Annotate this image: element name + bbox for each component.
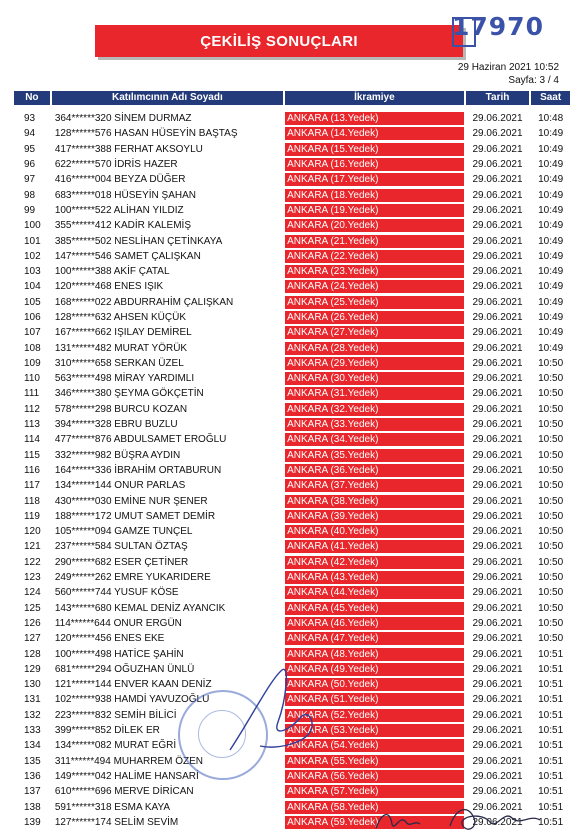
draw-date: 29.06.2021 [472, 725, 523, 737]
row-number: 111 [24, 388, 40, 400]
row-number: 108 [24, 342, 41, 354]
draw-time: 10:50 [538, 541, 564, 553]
draw-date: 29.06.2021 [472, 679, 523, 691]
row-number: 138 [24, 801, 41, 813]
prize-cell: ANKARA (53.Yedek) [285, 724, 464, 737]
draw-time: 10:49 [538, 250, 564, 262]
draw-time: 10:50 [538, 617, 564, 629]
page-indicator: Sayfa: 3 / 4 [508, 75, 559, 86]
row-number: 106 [24, 312, 41, 323]
prize-cell: ANKARA (49.Yedek) [285, 663, 464, 676]
draw-time: 10:49 [538, 189, 564, 201]
prize-cell: ANKARA (52.Yedek) [285, 709, 464, 722]
report-date-time: 29 Haziran 2021 10:52 [457, 62, 559, 73]
draw-time: 10:51 [538, 663, 564, 675]
prize-cell: ANKARA (31.Yedek) [285, 387, 464, 400]
table-row [14, 325, 570, 340]
table-row [14, 340, 570, 355]
row-number: 131 [24, 694, 41, 706]
draw-date: 29.06.2021 [472, 709, 523, 721]
table-row [14, 371, 570, 386]
draw-time: 10:49 [538, 204, 564, 216]
row-number: 115 [24, 449, 40, 461]
title-banner [95, 25, 463, 57]
draw-time: 10:49 [538, 342, 564, 354]
participant-name: 143******680 KEMAL DENİZ AYANCIK [54, 602, 226, 614]
table-row [14, 417, 570, 432]
table-row [14, 157, 570, 172]
row-number: 107 [24, 327, 41, 339]
draw-date: 29.06.2021 [472, 648, 523, 660]
row-number: 117 [24, 480, 40, 492]
row-number: 98 [24, 189, 36, 201]
draw-date: 29.06.2021 [472, 419, 523, 431]
prize-cell: ANKARA (44.Yedek) [285, 586, 464, 599]
draw-time: 10:49 [538, 266, 564, 278]
prize-cell: ANKARA (19.Yedek) [285, 204, 464, 217]
prize-cell: ANKARA (48.Yedek) [285, 648, 464, 661]
column-header-participant: Katılımcının Adı Soyadı [52, 91, 283, 105]
draw-time: 10:49 [538, 296, 564, 308]
draw-date: 29.06.2021 [472, 388, 523, 400]
draw-time: 10:51 [538, 679, 564, 691]
draw-time: 10:50 [538, 449, 564, 461]
prize-cell: ANKARA (57.Yedek) [285, 785, 464, 798]
row-number: 125 [24, 602, 41, 614]
draw-date: 29.06.2021 [472, 281, 523, 293]
column-header-no: No [14, 91, 50, 105]
participant-name: 147******546 SAMET ÇALIŞKAN [54, 250, 201, 262]
table-row [14, 279, 570, 294]
row-number: 100 [24, 220, 41, 232]
participant-name: 417******388 FERHAT AKSOYLU [54, 143, 203, 155]
draw-time: 10:51 [538, 648, 564, 660]
row-number: 134 [24, 740, 41, 752]
draw-time: 10:51 [538, 786, 564, 798]
row-number: 129 [24, 663, 41, 675]
row-number: 132 [24, 709, 41, 721]
participant-name: 563******498 MİRAY YARDIMLI [54, 373, 195, 385]
draw-date: 29.06.2021 [472, 740, 523, 752]
draw-date: 29.06.2021 [472, 266, 523, 278]
participant-name: 430******030 EMİNE NUR ŞENER [54, 495, 208, 507]
table-row [14, 493, 570, 508]
draw-date: 29.06.2021 [472, 159, 523, 171]
row-number: 121 [24, 541, 41, 553]
row-number: 126 [24, 617, 41, 629]
draw-time: 10:50 [538, 510, 564, 522]
draw-date: 29.06.2021 [472, 480, 523, 492]
draw-date: 29.06.2021 [472, 816, 523, 828]
table-row [14, 218, 570, 233]
row-number: 116 [24, 464, 40, 476]
draw-date: 29.06.2021 [472, 250, 523, 262]
row-number: 104 [24, 281, 41, 293]
row-number: 94 [24, 128, 36, 140]
draw-date: 29.06.2021 [472, 357, 523, 369]
participant-name: 167******662 IŞILAY DEMİREL [54, 327, 192, 339]
draw-time: 10:49 [538, 327, 564, 339]
participant-name: 249******262 EMRE YUKARIDERE [54, 572, 211, 584]
draw-time: 10:50 [538, 587, 564, 599]
prize-cell: ANKARA (27.Yedek) [285, 326, 464, 339]
draw-time: 10:50 [538, 388, 564, 400]
prize-cell: ANKARA (43.Yedek) [285, 571, 464, 584]
prize-cell: ANKARA (20.Yedek) [285, 219, 464, 232]
prize-cell: ANKARA (38.Yedek) [285, 495, 464, 508]
table-row [14, 249, 570, 264]
prize-cell: ANKARA (35.Yedek) [285, 449, 464, 462]
draw-date: 29.06.2021 [472, 342, 523, 354]
draw-date: 29.06.2021 [472, 204, 523, 216]
column-header-prize: İkramiye [285, 91, 464, 105]
draw-date: 29.06.2021 [472, 174, 523, 186]
participant-name: 332******982 BÜŞRA AYDIN [54, 449, 181, 461]
participant-name: 100******498 HATİCE ŞAHİN [54, 648, 184, 660]
table-row [14, 448, 570, 463]
prize-cell: ANKARA (13.Yedek) [285, 112, 464, 125]
participant-name: 355******412 KADİR KALEMİŞ [54, 220, 191, 232]
participant-name: 416******004 BEYZA DÜĞER [54, 174, 186, 186]
prize-cell: ANKARA (47.Yedek) [285, 632, 464, 645]
row-number: 109 [24, 357, 41, 369]
prize-cell: ANKARA (32.Yedek) [285, 403, 464, 416]
prize-cell: ANKARA (51.Yedek) [285, 693, 464, 706]
prize-cell: ANKARA (39.Yedek) [285, 510, 464, 523]
prize-cell: ANKARA (41.Yedek) [285, 540, 464, 553]
table-row [14, 570, 570, 585]
table-row [14, 432, 570, 447]
participant-name: 290******682 ESER ÇETİNER [54, 556, 189, 568]
draw-time: 10:48 [538, 113, 564, 125]
participant-name: 105******094 GAMZE TUNÇEL [54, 526, 193, 538]
prize-cell: ANKARA (16.Yedek) [285, 158, 464, 171]
draw-date: 29.06.2021 [472, 189, 523, 201]
row-number: 123 [24, 572, 41, 584]
participant-name: 681******294 OĞUZHAN ÜNLÜ [54, 663, 195, 675]
draw-date: 29.06.2021 [472, 434, 523, 446]
draw-date: 29.06.2021 [472, 617, 523, 629]
participant-name: 364******320 SİNEM DURMAZ [54, 113, 192, 125]
participant-name: 591******318 ESMA KAYA [54, 801, 171, 813]
draw-date: 29.06.2021 [472, 220, 523, 232]
participant-name: 114******644 ONUR ERGÜN [54, 617, 182, 629]
prize-cell: ANKARA (34.Yedek) [285, 433, 464, 446]
participant-name: 131******482 MURAT YÖRÜK [54, 342, 188, 354]
table-row [14, 111, 570, 126]
column-header-time: Saat [531, 91, 570, 105]
draw-date: 29.06.2021 [472, 755, 523, 767]
draw-time: 10:51 [538, 725, 564, 737]
participant-name: 100******388 AKİF ÇATAL [54, 266, 170, 278]
draw-time: 10:50 [538, 556, 564, 568]
prize-cell: ANKARA (18.Yedek) [285, 189, 464, 202]
row-number: 114 [24, 434, 40, 446]
draw-date: 29.06.2021 [472, 296, 523, 308]
draw-date: 29.06.2021 [472, 526, 523, 538]
prize-cell: ANKARA (59.Yedek) [285, 816, 464, 829]
participant-name: 622******570 İDRİS HAZER [54, 159, 178, 171]
draw-time: 10:51 [538, 801, 564, 813]
signature-scribble-lower [370, 800, 550, 837]
prize-cell: ANKARA (45.Yedek) [285, 602, 464, 615]
table-row [14, 769, 570, 784]
row-number: 130 [24, 679, 41, 691]
draw-date: 29.06.2021 [472, 633, 523, 645]
participant-name: 102******938 HAMDİ YAVUZOĞLU [54, 694, 210, 706]
draw-time: 10:49 [538, 220, 564, 232]
participant-name: 121******144 ENVER KAAN DENİZ [54, 679, 212, 691]
participant-name: 127******174 SELİM SEVİM [54, 816, 179, 828]
row-number: 113 [24, 419, 40, 431]
draw-date: 29.06.2021 [472, 572, 523, 584]
row-number: 103 [24, 266, 41, 278]
participant-name: 610******696 MERVE DİRİCAN [54, 786, 194, 798]
table-row [14, 509, 570, 524]
row-number: 127 [24, 633, 41, 645]
prize-cell: ANKARA (46.Yedek) [285, 617, 464, 630]
row-number: 135 [24, 755, 41, 767]
table-row [14, 402, 570, 417]
row-number: 112 [24, 403, 40, 415]
draw-date: 29.06.2021 [472, 113, 523, 125]
row-number: 93 [24, 113, 36, 125]
participant-name: 134******082 MURAT EĞRİ [54, 740, 177, 752]
row-number: 119 [24, 510, 40, 522]
row-number: 95 [24, 143, 36, 155]
participant-name: 100******522 ALİHAN YILDIZ [54, 204, 184, 216]
participant-name: 385******502 NESLİHAN ÇETİNKAYA [54, 235, 223, 247]
draw-date: 29.06.2021 [472, 510, 523, 522]
page-title: ÇEKİLİŞ SONUÇLARI [200, 32, 358, 50]
table-row [14, 203, 570, 218]
participant-name: 399******852 DİLEK ER [54, 725, 160, 737]
table-row [14, 784, 570, 799]
draw-time: 10:50 [538, 357, 564, 369]
draw-time: 10:50 [538, 419, 564, 431]
row-number: 137 [24, 786, 41, 798]
draw-date: 29.06.2021 [472, 403, 523, 415]
row-number: 96 [24, 159, 36, 171]
prize-cell: ANKARA (28.Yedek) [285, 342, 464, 355]
row-number: 110 [24, 373, 40, 385]
draw-time: 10:51 [538, 816, 564, 828]
participant-name: 311******494 MUHARREM ÖZEN [54, 755, 204, 767]
participant-name: 120******468 ENES IŞIK [54, 281, 164, 293]
table-row [14, 616, 570, 631]
prize-cell: ANKARA (24.Yedek) [285, 280, 464, 293]
participant-name: 237******584 SULTAN ÖZTAŞ [54, 541, 188, 553]
draw-date: 29.06.2021 [472, 312, 523, 323]
prize-cell: ANKARA (55.Yedek) [285, 755, 464, 768]
draw-time: 10:51 [538, 755, 564, 767]
prize-cell: ANKARA (22.Yedek) [285, 250, 464, 263]
draw-time: 10:51 [538, 770, 564, 782]
table-row [14, 463, 570, 478]
prize-cell: ANKARA (56.Yedek) [285, 770, 464, 783]
row-number: 139 [24, 816, 41, 828]
table-row [14, 172, 570, 187]
prize-cell: ANKARA (54.Yedek) [285, 739, 464, 752]
draw-date: 29.06.2021 [472, 449, 523, 461]
participant-name: 128******576 HASAN HÜSEYİN BAŞTAŞ [54, 128, 238, 140]
draw-time: 10:50 [538, 526, 564, 538]
table-row [14, 478, 570, 493]
table-row [14, 142, 570, 157]
participant-name: 683******018 HÜSEYİN ŞAHAN [54, 189, 196, 201]
draw-date: 29.06.2021 [472, 495, 523, 507]
prize-cell: ANKARA (23.Yedek) [285, 265, 464, 278]
draw-date: 29.06.2021 [472, 464, 523, 476]
draw-time: 10:49 [538, 281, 564, 293]
table-row [14, 555, 570, 570]
document-number-stamp: 17970 [452, 12, 544, 41]
draw-time: 10:51 [538, 740, 564, 752]
participant-name: 168******022 ABDURRAHİM ÇALIŞKAN [54, 296, 234, 308]
prize-cell: ANKARA (14.Yedek) [285, 127, 464, 140]
row-number: 118 [24, 495, 40, 507]
participant-name: 560******744 YUSUF KÖSE [54, 587, 179, 599]
table-row [14, 295, 570, 310]
participant-name: 578******298 BURCU KOZAN [54, 403, 188, 415]
row-number: 136 [24, 770, 41, 782]
participant-name: 346******380 ŞEYMA GÖKÇETİN [54, 388, 204, 400]
table-header [14, 91, 570, 105]
table-row [14, 356, 570, 371]
prize-cell: ANKARA (29.Yedek) [285, 357, 464, 370]
draw-time: 10:49 [538, 128, 564, 140]
prize-cell: ANKARA (21.Yedek) [285, 235, 464, 248]
table-row [14, 601, 570, 616]
draw-time: 10:51 [538, 709, 564, 721]
row-number: 99 [24, 204, 36, 216]
draw-date: 29.06.2021 [472, 587, 523, 599]
draw-date: 29.06.2021 [472, 663, 523, 675]
participant-name: 120******456 ENES EKE [54, 633, 165, 645]
participant-name: 477******876 ABDULSAMET EROĞLU [54, 434, 227, 446]
row-number: 97 [24, 174, 36, 186]
row-number: 133 [24, 725, 41, 737]
draw-date: 29.06.2021 [472, 541, 523, 553]
table-row [14, 187, 570, 202]
row-number: 120 [24, 526, 41, 538]
draw-time: 10:50 [538, 495, 564, 507]
draw-date: 29.06.2021 [472, 327, 523, 339]
prize-cell: ANKARA (25.Yedek) [285, 296, 464, 309]
row-number: 105 [24, 296, 41, 308]
draw-time: 10:49 [538, 174, 564, 186]
draw-time: 10:49 [538, 159, 564, 171]
prize-cell: ANKARA (15.Yedek) [285, 143, 464, 156]
participant-name: 223******832 SEMİH BİLİCİ [54, 709, 177, 721]
draw-time: 10:50 [538, 572, 564, 584]
prize-cell: ANKARA (58.Yedek) [285, 801, 464, 814]
table-row [14, 310, 570, 325]
table-row [14, 539, 570, 554]
draw-date: 29.06.2021 [472, 373, 523, 385]
draw-time: 10:50 [538, 633, 564, 645]
draw-date: 29.06.2021 [472, 801, 523, 813]
table-row [14, 631, 570, 646]
prize-cell: ANKARA (17.Yedek) [285, 173, 464, 186]
participant-name: 394******328 EBRU BUZLU [54, 419, 178, 431]
draw-date: 29.06.2021 [472, 143, 523, 155]
draw-date: 29.06.2021 [472, 786, 523, 798]
prize-cell: ANKARA (36.Yedek) [285, 464, 464, 477]
table-row [14, 126, 570, 141]
participant-name: 164******336 İBRAHİM ORTABURUN [54, 464, 222, 476]
draw-time: 10:50 [538, 403, 564, 415]
prize-cell: ANKARA (50.Yedek) [285, 678, 464, 691]
prize-cell: ANKARA (30.Yedek) [285, 372, 464, 385]
row-number: 124 [24, 587, 41, 599]
participant-name: 188******172 UMUT SAMET DEMİR [54, 510, 216, 522]
prize-cell: ANKARA (33.Yedek) [285, 418, 464, 431]
participant-name: 310******658 SERKAN ÜZEL [54, 357, 184, 369]
participant-name: 134******144 ONUR PARLAS [54, 480, 186, 492]
draw-time: 10:50 [538, 480, 564, 492]
draw-time: 10:50 [538, 602, 564, 614]
table-row [14, 233, 570, 248]
draw-date: 29.06.2021 [472, 128, 523, 140]
draw-date: 29.06.2021 [472, 235, 523, 247]
signature-scribble-upper [220, 660, 330, 770]
draw-time: 10:49 [538, 235, 564, 247]
row-number: 101 [24, 235, 41, 247]
draw-date: 29.06.2021 [472, 556, 523, 568]
draw-time: 10:51 [538, 694, 564, 706]
draw-time: 10:50 [538, 434, 564, 446]
row-number: 128 [24, 648, 41, 660]
table-row [14, 524, 570, 539]
prize-cell: ANKARA (42.Yedek) [285, 556, 464, 569]
draw-time: 10:49 [538, 312, 564, 323]
prize-cell: ANKARA (37.Yedek) [285, 479, 464, 492]
draw-date: 29.06.2021 [472, 602, 523, 614]
row-number: 102 [24, 250, 41, 262]
draw-time: 10:50 [538, 464, 564, 476]
table-row [14, 386, 570, 401]
table-row [14, 264, 570, 279]
draw-date: 29.06.2021 [472, 694, 523, 706]
participant-name: 128******632 AHSEN KÜÇÜK [54, 312, 186, 323]
row-number: 122 [24, 556, 41, 568]
prize-cell: ANKARA (40.Yedek) [285, 525, 464, 538]
draw-time: 10:50 [538, 373, 564, 385]
participant-name: 149******042 HALİME HANSARİ [54, 770, 199, 782]
column-header-date: Tarih [466, 91, 530, 105]
table-row [14, 585, 570, 600]
draw-date: 29.06.2021 [472, 770, 523, 782]
draw-time: 10:49 [538, 143, 564, 155]
prize-cell: ANKARA (26.Yedek) [285, 311, 464, 324]
